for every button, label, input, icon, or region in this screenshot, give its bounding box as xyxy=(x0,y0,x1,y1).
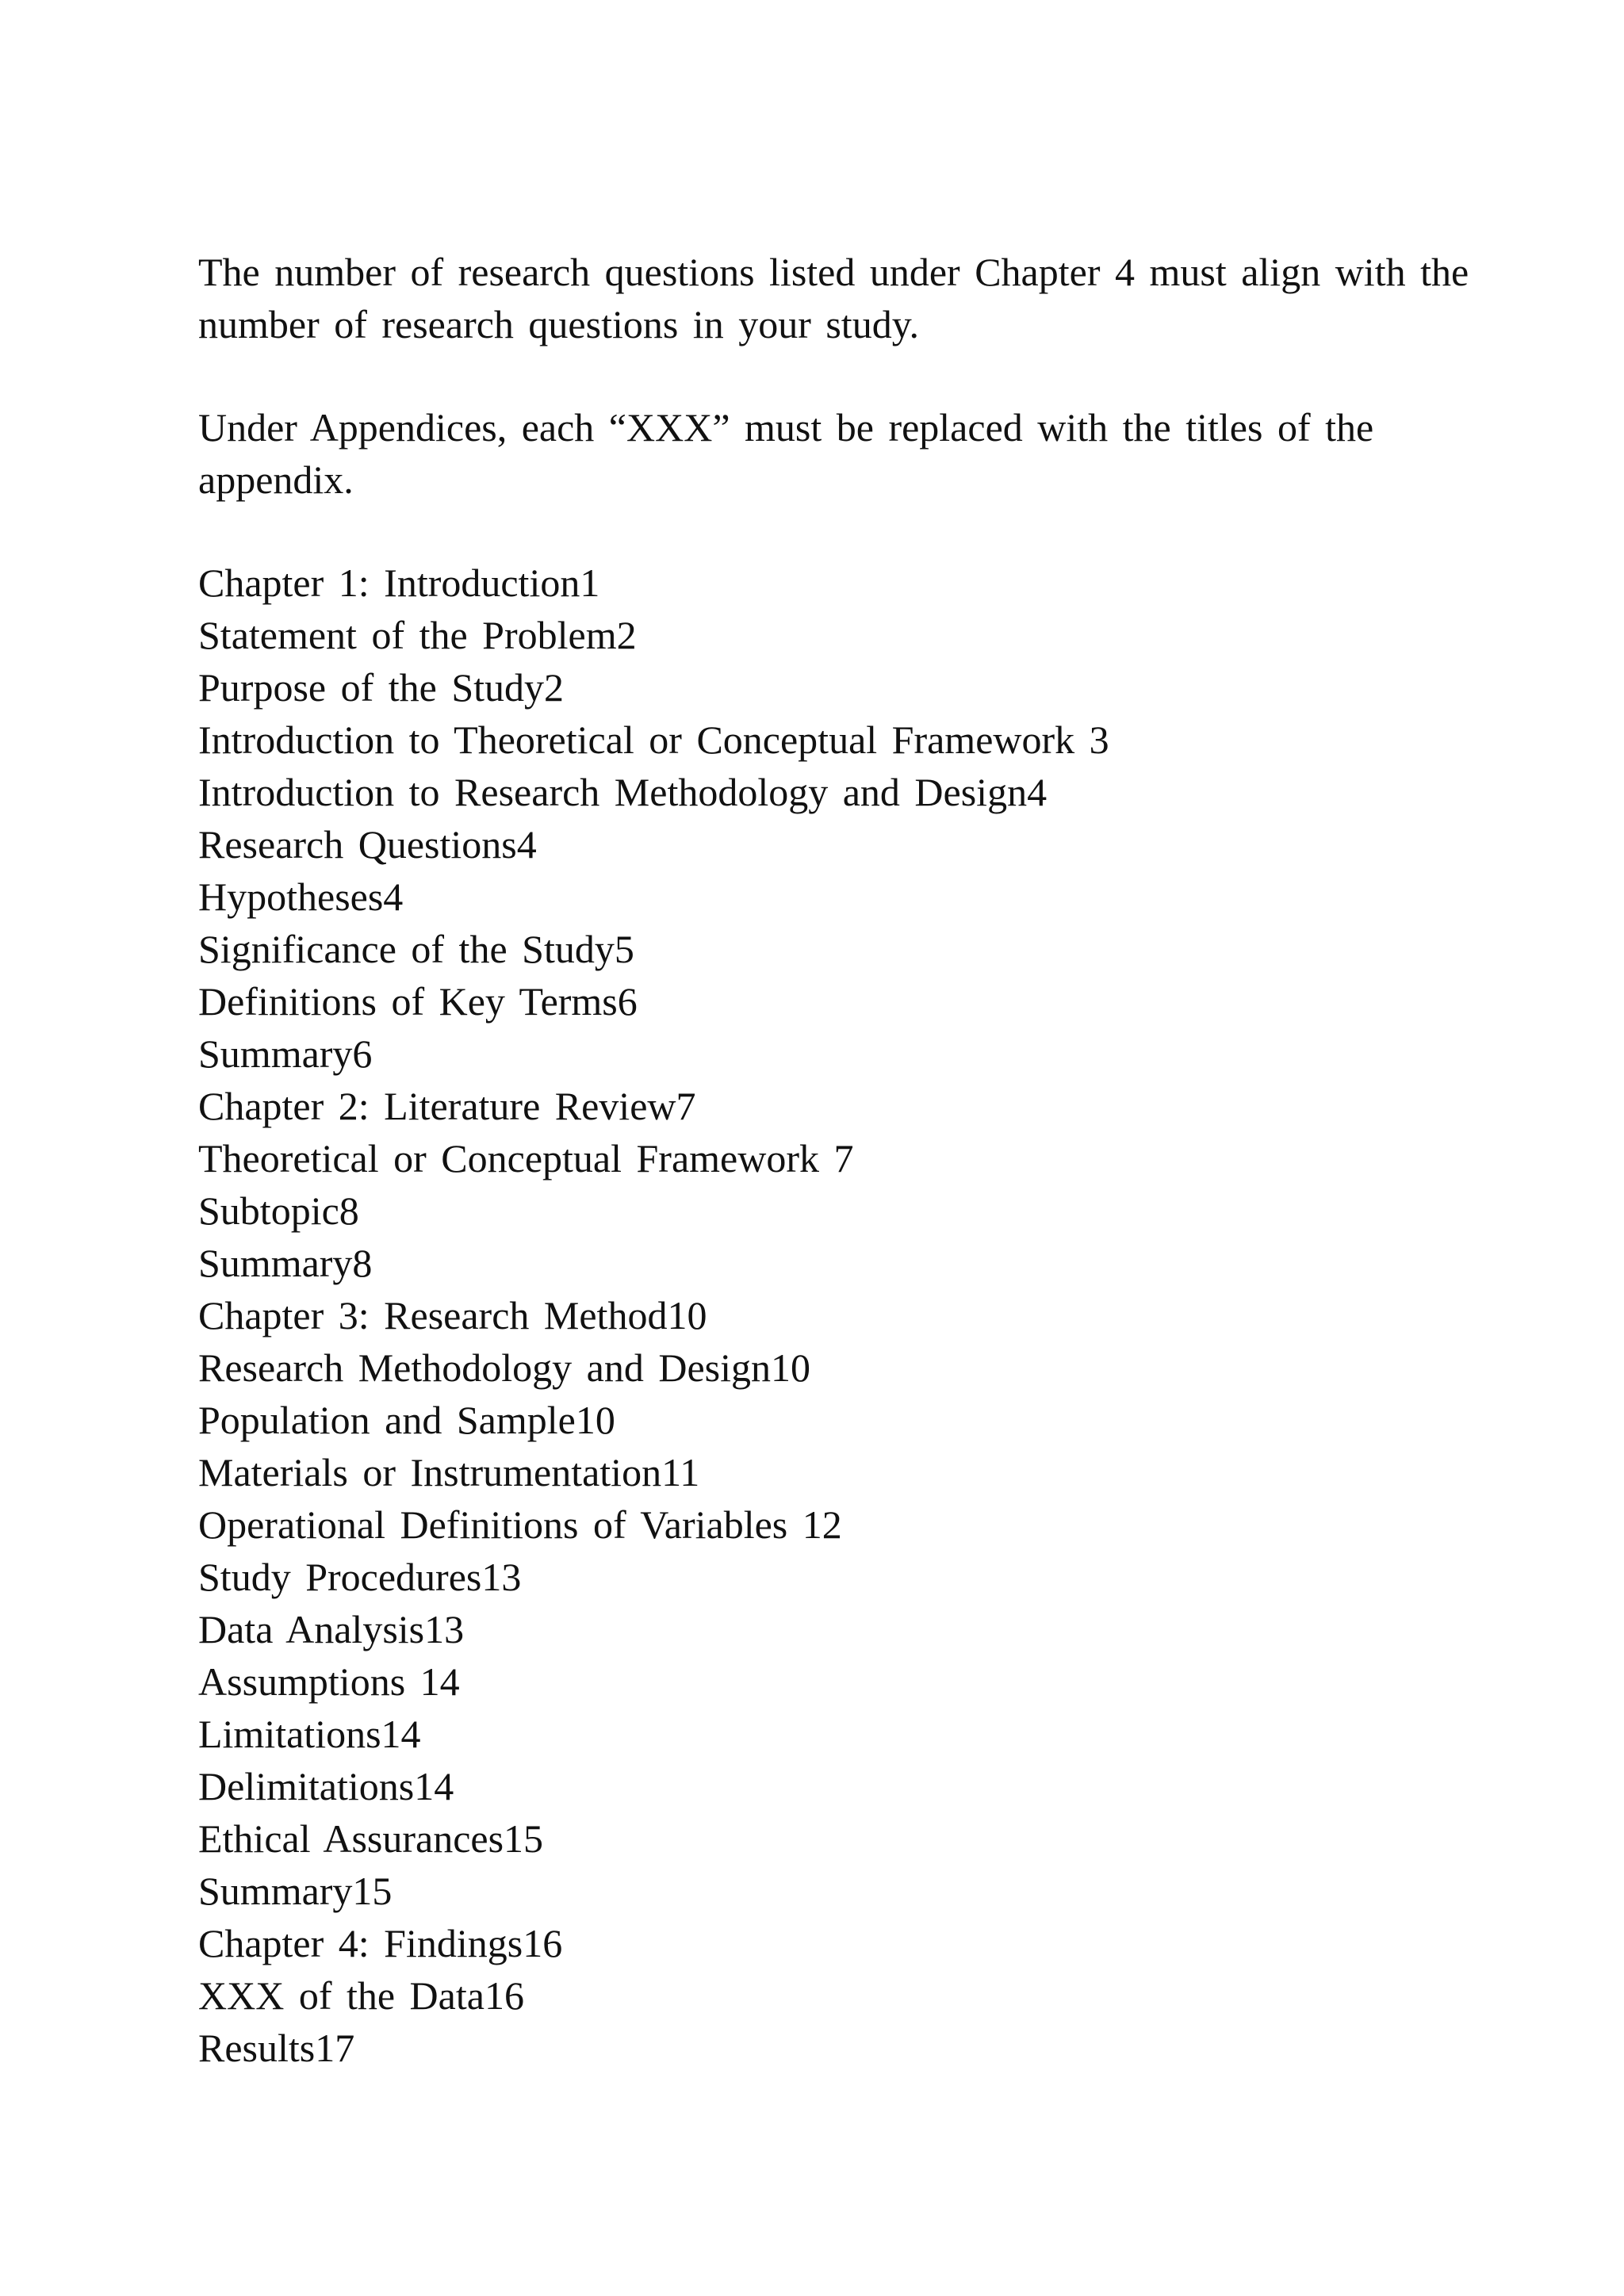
instruction-paragraph-appendices: Under Appendices, each “XXX” must be replaced with the titles of the appendix. xyxy=(198,405,1374,502)
toc-entry: Ethical Assurances15 xyxy=(198,1816,544,1861)
toc-entry: Operational Definitions of Variables 12 xyxy=(198,1502,842,1547)
toc-entry: Chapter 1: Introduction1 xyxy=(198,561,600,605)
toc-entry: Significance of the Study5 xyxy=(198,927,634,971)
toc-entry: Assumptions 14 xyxy=(198,1659,460,1704)
toc-entry: Delimitations14 xyxy=(198,1764,454,1808)
toc-entry: Limitations14 xyxy=(198,1712,421,1756)
instruction-paragraph-research-questions: The number of research questions listed under Chapter 4 must align with the number of research questions in your study. xyxy=(198,250,1469,346)
toc-entry: Results17 xyxy=(198,2026,355,2070)
toc-entry: Subtopic8 xyxy=(198,1188,359,1233)
toc-entry: Population and Sample10 xyxy=(198,1398,615,1442)
toc-entry: Research Questions4 xyxy=(198,822,537,867)
page-content xyxy=(198,246,1483,2114)
toc-entry: XXX of the Data16 xyxy=(198,1973,524,2018)
toc-entry: Study Procedures13 xyxy=(198,1555,522,1599)
toc-entry: Hypotheses4 xyxy=(198,874,404,919)
toc-entry: Summary6 xyxy=(198,1031,373,1076)
toc-entry: Chapter 2: Literature Review7 xyxy=(198,1084,696,1128)
toc-entry: Chapter 3: Research Method10 xyxy=(198,1293,707,1337)
toc-entry: Definitions of Key Terms6 xyxy=(198,979,638,1024)
toc-entry: Research Methodology and Design10 xyxy=(198,1345,811,1390)
toc-entry: Data Analysis13 xyxy=(198,1607,465,1651)
toc-entry: Statement of the Problem2 xyxy=(198,613,637,657)
toc-entry: Theoretical or Conceptual Framework 7 xyxy=(198,1136,854,1181)
toc-entry: Purpose of the Study2 xyxy=(198,665,565,710)
toc-entry: Introduction to Theoretical or Conceptual Framework 3 xyxy=(198,718,1109,762)
toc-entry: Materials or Instrumentation11 xyxy=(198,1450,700,1494)
toc-entry: Summary8 xyxy=(198,1241,373,1285)
toc-entry: Chapter 4: Findings16 xyxy=(198,1921,563,1965)
table-of-contents xyxy=(198,557,1483,2074)
toc-entry: Summary15 xyxy=(198,1869,393,1913)
toc-entry: Introduction to Research Methodology and Design4 xyxy=(198,770,1048,814)
